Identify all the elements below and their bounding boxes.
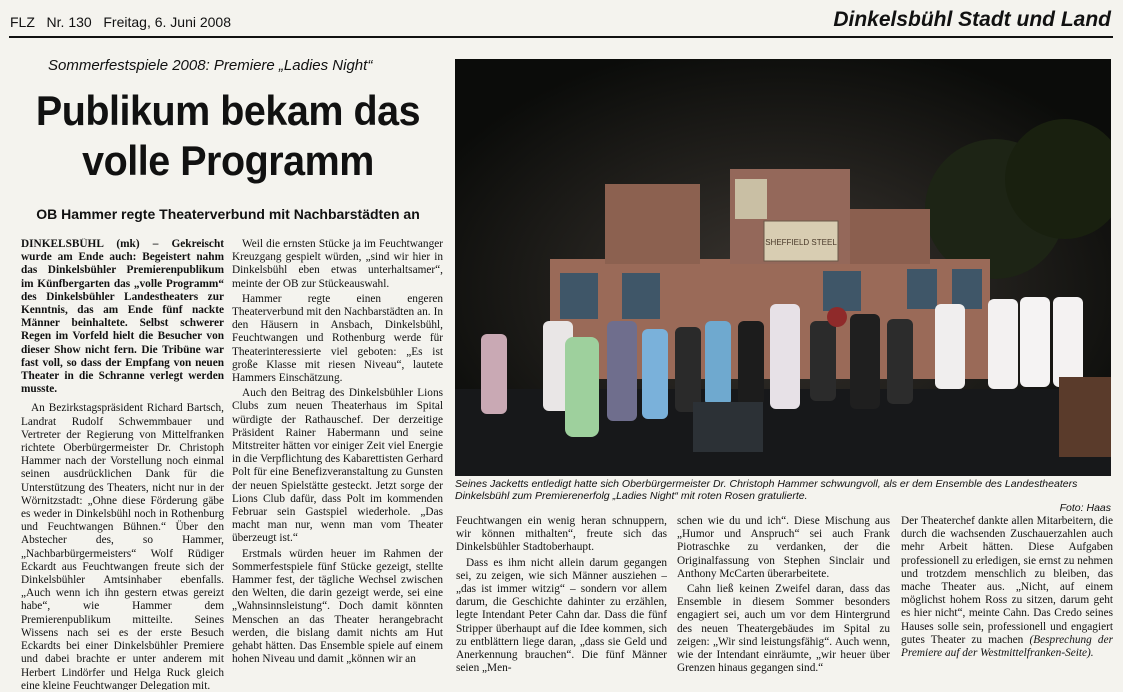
article-subheadline: OB Hammer regte Theaterverbund mit Nachbarstädten an (36, 206, 420, 222)
stage-prop-box (693, 402, 763, 452)
set-door (735, 179, 767, 219)
set-sign-text: SHEFFIELD STEEL (765, 238, 837, 247)
section-title: Dinkelsbühl Stadt und Land (833, 8, 1111, 31)
photo-caption-text: Seines Jacketts entledigt hatte sich Oberbürgermeister Dr. Christoph Hammer schwungvoll, als er dem Ensemble des Landestheaters Dinkelsbühl zum Premierenerfolg „Ladies Night“ mit roten Rosen gratulierte. (455, 478, 1078, 502)
text-column-5 (901, 515, 1113, 690)
photo-credit: Foto: Haas (1059, 502, 1111, 514)
stage-prop-board (1059, 377, 1111, 457)
paragraph: Dass es ihm nicht allein darum gegangen sei, zu zeigen, wie sich Männer ausziehen – „das ist immer witzig“ – sondern vor allem darum, die Geschichte dahinter zu erzählen, legte Intendant Peter Cahn dar. Dass die fünf Stripper überhaupt auf die Idee kommen, sich zu entblättern liege daran, „dass sie Geld und Anerkennung brauchen“. Die fünf Männer seien „Men- (456, 556, 667, 675)
set-window (823, 271, 861, 311)
set-window (560, 273, 598, 319)
stage-photo-illustration (455, 59, 1111, 476)
article-kicker: Sommerfestspiele 2008: Premiere „Ladies Night“ (48, 57, 373, 74)
paragraph-text: Der Theaterchef dankte allen Mitarbeitern, die durch die wachsenden Zuschauerzahlen auch mehr Arbeit hätten. Diese Aufgaben professionell zu erledigen, sie ernst zu nehmen und trotzdem menschlich zu bleiben, das mache Theater aus. „Nicht, auf einem möglichst hohem Ross zu sitzen, darum geht es hier nicht“, meinte Cahn. Das Credo seines Hauses solle sein, professionell und engagiert gutes Theater zu machen (901, 515, 1113, 646)
newspaper-issue-line: FLZ Nr. 130 Freitag, 6. Juni 2008 (10, 14, 231, 30)
paragraph: Auch den Beitrag des Dinkelsbühler Lions Clubs zum neuen Theaterhaus im Spital würdigte der Rathauschef. Der derzeitige Präsident Rainer Habermann und seine Mitstreiter hätten vor einiger Zeit viel Energie in die Verpflichtung des Kabarettisten Gerhard Polt für eine Benefizveranstaltung zu Gunsten der neuen Spielstätte gesteckt. Jetzt sorge der Lions Club dafür, dass Polt im kommenden Februar sein Gastspiel wiederhole. „Das macht man nur, wenn man vom Theater überzeugt ist.“ (232, 387, 443, 545)
paragraph: Weil die ernsten Stücke ja im Feuchtwanger Kreuzgang gespielt würden, „sind wir hier in Dinkelsbühl eben etwas unterhaltsamer“, meinte der OB zur Stückeauswahl. (232, 238, 443, 290)
set-window (952, 269, 982, 309)
paragraph: Erstmals würden heuer im Rahmen der Sommerfestspiele fünf Stücke gezeigt, stellte Hammer fest, der tägliche Wechsel zwischen den Welten, die darin gezeigt werde, sei eine „Wahnsinnsleistung“. Doch damit könnten Menschen an das Theater herangebracht werden, die bislang damit nichts am Hut gehabt hätten. Das Ensemble spiele auf einem hohen Niveau und damit „können wir an (232, 547, 443, 666)
text-column-4 (677, 515, 890, 690)
brick-set-tower (850, 209, 930, 264)
set-window (622, 273, 660, 319)
headline-line-2: volle Programm (82, 137, 374, 184)
paragraph: Cahn ließ keinen Zweifel daran, dass das Ensemble in diesem Sommer besonders engagiert sei, auch um vor dem Hintergrund des neuen Theatergebäudes im Spital zu zeigen: „Wir sind leistungsfähig“. Auch wenn, wie der Intendant einräumte, „wir heuer über Grenzen hinaus gegangen sind.“ (677, 583, 890, 675)
article-headline (27, 86, 429, 186)
rose-bouquet (827, 307, 847, 327)
text-column-1 (21, 238, 224, 690)
paragraph: Hammer regte einen engeren Theaterverbund mit den Nachbarstädten an. In den Häusern in Ansbach, Dinkelsbühl, Feuchtwangen und Rothenburg werde für Theaterinteressierte viel geboten: „Es ist große Klasse mit riesen Niveau“, lautete Hammers Einschätzung. (232, 292, 443, 385)
brick-set-tower (605, 184, 700, 264)
headline-line-1: Publikum bekam das (35, 87, 421, 134)
paragraph: schen wie du und ich“. Diese Mischung aus „Humor und Anspruch“ sei auch Frank Piotraschke zu verdanken, der die Originalfassung von Stephen Sinclair und Anthony McCarten überarbeitete. (677, 515, 890, 580)
header-rule (9, 36, 1113, 38)
photo-caption (455, 478, 1111, 514)
review-reference: (Besprechung der Premiere auf der Westmittelfranken-Seite). (901, 633, 1113, 660)
set-window (907, 269, 937, 309)
paragraph: An Bezirkstagspräsident Richard Bartsch, Landrat Rudolf Schwemmbauer und Vertreter der Regierung von Mittelfranken richtete Oberbürgermeister Dr. Christoph Hammer nach der Vorstellung noch einmal seinen ausdrücklichen Dank für die Unterstützung des Theaters, nicht nur in der Wörnitzstadt: „Ohne diese Förderung gäbe es weder in Dinkelsbühl noch in Rothenburg und Feuchtwangen Bühnen.“ Über den Abstecher des, so Hammer, „Nachbarbürgermeisters“ Wolf Rüdiger Eckardt aus Feuchtwangen freute sich der Dinkelsbühler Amtsinhaber ebenfalls. „Auch wenn ich ihn gestern etwas gereizt habe“, wie Hammer dem Premierenpublikum mitteilte. Seines Wissens nach sei es der erste Besuch Eckardts bei einer Dinkelsbühler Premiere und dabei brachte er unter anderem mit Herbert Lindörfer und Helga Ruck gleich eine kleine Feuchtwanger Delegation mit. (21, 402, 224, 690)
stage-photo (455, 59, 1111, 476)
paragraph: Feuchtwangen ein wenig heran schnuppern, wir können mithalten“, freute sich das Dinkelsbühler Stadtoberhaupt. (456, 515, 667, 554)
text-column-2 (232, 238, 443, 690)
text-column-3 (456, 515, 667, 690)
article-lead: DINKELSBÜHL (mk) – Gekreischt wurde am Ende auch: Begeistert nahm das Dinkelsbühler Premierenpublikum im Künfbergarten das „volle Programm“ des Dinkelsbühler Landestheaters zur Kenntnis, das am Ende fünf nackte Männer beinhaltete. Selbst schwerer Regen im Vorfeld hielt die Besucher von dieser Show nicht fern. Die Tribüne war fast voll, so dass der Empfang von neuen Theater in die Schranne verlegt werden musste. (21, 238, 224, 396)
paragraph (901, 515, 1113, 660)
